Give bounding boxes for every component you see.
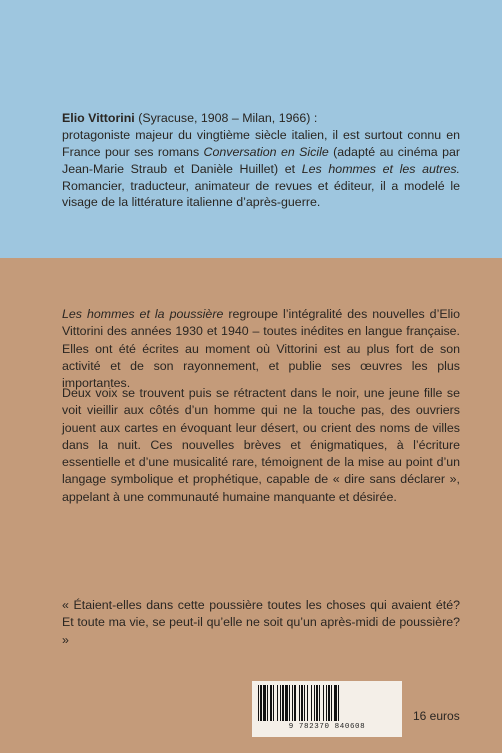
book-title: Les hommes et la poussière — [62, 307, 224, 321]
bio-text-2: (adapté au cinéma par Jean-Marie Straub et Danièle Huillet) et — [62, 144, 460, 176]
author-name: Elio Vittorini — [62, 111, 135, 126]
author-dates: (Syracuse, 1908 – Milan, 1966) : — [134, 111, 318, 126]
blurb-quote: « Étaient-elles dans cette poussière toutes les choses qui avaient été? Et toute ma vie, se peut-il qu’elle ne soit qu’un après-midi de poussière? » — [62, 598, 460, 647]
bio-text-1: protagoniste majeur du vingtième siècle italien, il est surtout connu en France pour ses romans — [62, 128, 460, 159]
isbn-number: 9 782370 840608 — [288, 723, 366, 731]
author-bio — [62, 110, 460, 211]
price: 16 euros — [413, 709, 460, 723]
barcode-label — [252, 681, 402, 737]
blurb-paragraph-1-text: regroupe l’intégralité des nouvelles d’Elio Vittorini des années 1930 et 1940 – toutes inédites en langue française. Elles ont été écrites au moment où Vittorini est au plus fort de son activité et de son rayonnement, et publie ses œuvres les plus importantes. — [62, 307, 460, 391]
blurb-paragraph-2: Deux voix se trouvent puis se rétractent dans le noir, une jeune fille se voit vieillir aux côtés d’un homme qui ne la touche pas, des ouvriers jouent aux cartes en évoquant leur désert, ou crient des noms de villes dans la nuit. Ces nouvelles brèves et énigmatiques, à l’écriture essentielle et d’une musicalité rare, témoignent de la mise au point d’un langage symbolique et prophétique, capable de « dire sans déclarer », appelant à une communauté humaine manquante et désirée. — [62, 386, 460, 504]
author-bio-panel — [0, 0, 502, 258]
bio-title-2: Les hommes et les autres. — [301, 161, 460, 176]
bio-text-3: Romancier, traducteur, animateur de revues et éditeur, il a modelé le visage de la littérature italienne d’après-guerre. — [62, 178, 460, 210]
bio-title-1: Conversation en Sicile — [203, 144, 329, 159]
barcode-icon — [258, 685, 396, 723]
blurb-paragraph-1 — [62, 306, 460, 392]
